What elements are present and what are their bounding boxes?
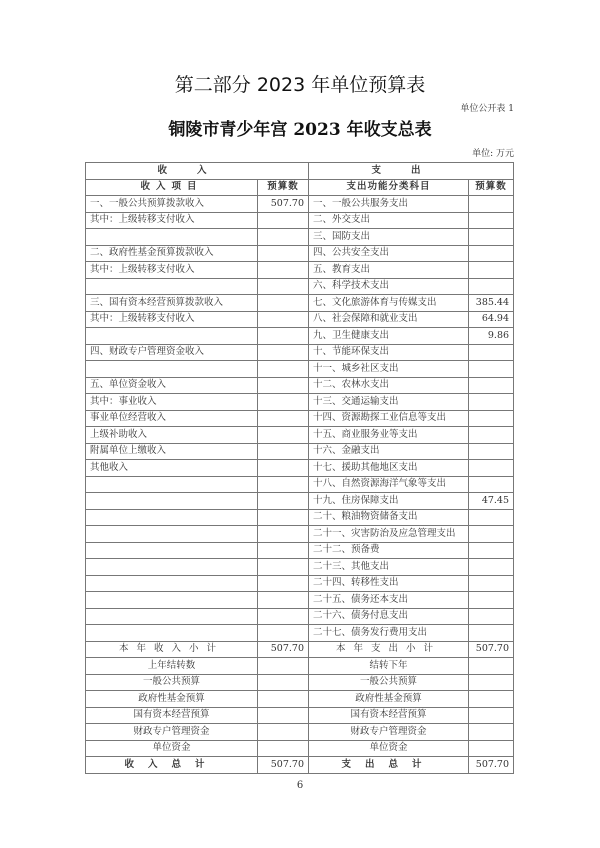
income-item [86,476,258,493]
carry-row [86,707,514,724]
table-row [86,295,514,312]
income-value [258,443,309,460]
budget-summary-table [85,162,514,774]
table-row [86,625,514,642]
income-item: 其中：事业收入 [86,394,258,411]
table-row [86,377,514,394]
expense-item: 一、一般公共服务支出 [309,196,469,213]
header-row-group [86,163,514,180]
table-row [86,311,514,328]
expense-item: 七、文化旅游体育与传媒支出 [309,295,469,312]
table-row [86,427,514,444]
income-value [258,460,309,477]
income-item [86,229,258,246]
expense-value [469,526,514,543]
expense-item: 十七、援助其他地区支出 [309,460,469,477]
carry-row [86,674,514,691]
table-row [86,476,514,493]
expense-item: 十一、城乡社区支出 [309,361,469,378]
income-item: 三、国有资本经营预算拨款收入 [86,295,258,312]
expense-carry-label: 结转下年 [309,658,469,675]
income-item [86,278,258,295]
income-carry-value [258,691,309,708]
table-row [86,575,514,592]
table-row [86,493,514,510]
expense-item: 十六、金融支出 [309,443,469,460]
expense-item: 十九、住房保障支出 [309,493,469,510]
expense-budget-header: 预算数 [469,179,514,196]
expense-item: 九、卫生健康支出 [309,328,469,345]
expense-item: 十八、自然资源海洋气象等支出 [309,476,469,493]
income-value [258,311,309,328]
expense-value [469,377,514,394]
expense-value [469,542,514,559]
table-row [86,542,514,559]
page-number: 6 [296,780,304,791]
expense-item: 二十二、预备费 [309,542,469,559]
income-item: 五、单位资金收入 [86,377,258,394]
income-item [86,526,258,543]
expense-group-header: 支出 [309,163,514,180]
expense-value [469,559,514,576]
expense-value [469,592,514,609]
income-total-label: 收入总计 [86,757,258,774]
expense-item: 二十一、灾害防治及应急管理支出 [309,526,469,543]
income-value [258,592,309,609]
expense-item: 五、教育支出 [309,262,469,279]
expense-value [469,361,514,378]
income-carry-label: 一般公共预算 [86,674,258,691]
table-row [86,410,514,427]
income-group-header: 收入 [86,163,309,180]
expense-carry-label: 单位资金 [309,740,469,757]
income-item: 二、政府性基金预算拨款收入 [86,245,258,262]
table-row [86,328,514,345]
income-value: 507.70 [258,196,309,213]
carry-row [86,724,514,741]
expense-value [469,476,514,493]
income-item [86,509,258,526]
table-row [86,212,514,229]
table-title: 铜陵市青少年宫 2023 年收支总表 [168,120,432,140]
expense-value [469,509,514,526]
expense-value [469,278,514,295]
expense-carry-label: 政府性基金预算 [309,691,469,708]
expense-item: 二十四、转移性支出 [309,575,469,592]
table-row [86,262,514,279]
header-row-columns [86,179,514,196]
expense-value [469,262,514,279]
total-row [86,757,514,774]
income-value [258,212,309,229]
expense-value [469,427,514,444]
income-carry-label: 政府性基金预算 [86,691,258,708]
table-row [86,443,514,460]
table-row [86,196,514,213]
income-item [86,361,258,378]
income-value [258,509,309,526]
expense-item: 二十三、其他支出 [309,559,469,576]
income-value [258,328,309,345]
expense-item: 十、节能环保支出 [309,344,469,361]
income-value [258,625,309,642]
expense-carry-value [469,740,514,757]
table-row [86,278,514,295]
income-item-header: 收入项目 [86,179,258,196]
table-row [86,526,514,543]
income-item: 其他收入 [86,460,258,477]
income-value [258,295,309,312]
table-row [86,394,514,411]
expense-item: 二十五、债务还本支出 [309,592,469,609]
table-row [86,344,514,361]
income-item [86,592,258,609]
expense-value [469,229,514,246]
expense-item: 十四、资源勘探工业信息等支出 [309,410,469,427]
expense-value: 47.45 [469,493,514,510]
income-carry-value [258,674,309,691]
income-item: 事业单位经营收入 [86,410,258,427]
income-item [86,608,258,625]
table-row [86,245,514,262]
expense-value [469,608,514,625]
carry-row [86,691,514,708]
expense-item: 三、国防支出 [309,229,469,246]
table-row [86,592,514,609]
income-carry-value [258,658,309,675]
income-subtotal-label: 本年收入小计 [86,641,258,658]
income-value [258,575,309,592]
income-carry-value [258,707,309,724]
expense-value [469,394,514,411]
carry-row [86,740,514,757]
income-item [86,328,258,345]
income-value [258,410,309,427]
income-subtotal-value: 507.70 [258,641,309,658]
income-item: 四、财政专户管理资金收入 [86,344,258,361]
expense-value [469,410,514,427]
expense-carry-value [469,724,514,741]
table-row [86,361,514,378]
expense-carry-value [469,674,514,691]
income-item: 上级补助收入 [86,427,258,444]
income-value [258,427,309,444]
income-value [258,344,309,361]
table-number: 单位公开表 1 [460,104,514,114]
table-row [86,509,514,526]
expense-value [469,625,514,642]
income-value [258,608,309,625]
expense-value [469,443,514,460]
income-carry-label: 国有资本经营预算 [86,707,258,724]
income-value [258,262,309,279]
expense-value [469,460,514,477]
subtotal-row [86,641,514,658]
income-item: 一、一般公共预算拨款收入 [86,196,258,213]
part-title: 第二部分 2023 年单位预算表 [174,74,426,96]
expense-carry-label: 国有资本经营预算 [309,707,469,724]
expense-value [469,245,514,262]
income-carry-value [258,740,309,757]
income-item [86,542,258,559]
income-item: 附属单位上缴收入 [86,443,258,460]
carry-row [86,658,514,675]
expense-item: 六、科学技术支出 [309,278,469,295]
expense-total-label: 支出总计 [309,757,469,774]
expense-item-header: 支出功能分类科目 [309,179,469,196]
expense-item: 八、社会保障和就业支出 [309,311,469,328]
income-item [86,625,258,642]
expense-subtotal-value: 507.70 [469,641,514,658]
income-carry-value [258,724,309,741]
income-carry-label: 财政专户管理资金 [86,724,258,741]
expense-item: 二、外交支出 [309,212,469,229]
income-item: 其中：上级转移支付收入 [86,262,258,279]
income-item [86,575,258,592]
income-value [258,493,309,510]
income-total-value: 507.70 [258,757,309,774]
expense-value: 64.94 [469,311,514,328]
expense-subtotal-label: 本年支出小计 [309,641,469,658]
expense-value [469,344,514,361]
expense-carry-label: 财政专户管理资金 [309,724,469,741]
income-value [258,476,309,493]
expense-item: 四、公共安全支出 [309,245,469,262]
income-budget-header: 预算数 [258,179,309,196]
income-item [86,559,258,576]
income-value [258,394,309,411]
expense-item: 二十、粮油物资储备支出 [309,509,469,526]
expense-item: 二十六、债务付息支出 [309,608,469,625]
table-row [86,229,514,246]
expense-value [469,212,514,229]
income-item: 其中：上级转移支付收入 [86,311,258,328]
income-value [258,278,309,295]
table-row [86,460,514,477]
income-carry-label: 上年结转数 [86,658,258,675]
unit-label: 单位: 万元 [472,149,514,159]
income-value [258,377,309,394]
expense-value: 385.44 [469,295,514,312]
income-value [258,526,309,543]
income-value [258,542,309,559]
income-item [86,493,258,510]
income-value [258,229,309,246]
expense-item: 十三、交通运输支出 [309,394,469,411]
expense-carry-value [469,691,514,708]
expense-carry-value [469,658,514,675]
income-value [258,559,309,576]
income-item: 其中：上级转移支付收入 [86,212,258,229]
table-row [86,608,514,625]
expense-item: 十五、商业服务业等支出 [309,427,469,444]
table-row [86,559,514,576]
expense-value: 9.86 [469,328,514,345]
expense-carry-value [469,707,514,724]
expense-total-value: 507.70 [469,757,514,774]
expense-value [469,575,514,592]
expense-item: 二十七、债务发行费用支出 [309,625,469,642]
income-value [258,361,309,378]
income-carry-label: 单位资金 [86,740,258,757]
income-value [258,245,309,262]
expense-item: 十二、农林水支出 [309,377,469,394]
expense-carry-label: 一般公共预算 [309,674,469,691]
expense-value [469,196,514,213]
